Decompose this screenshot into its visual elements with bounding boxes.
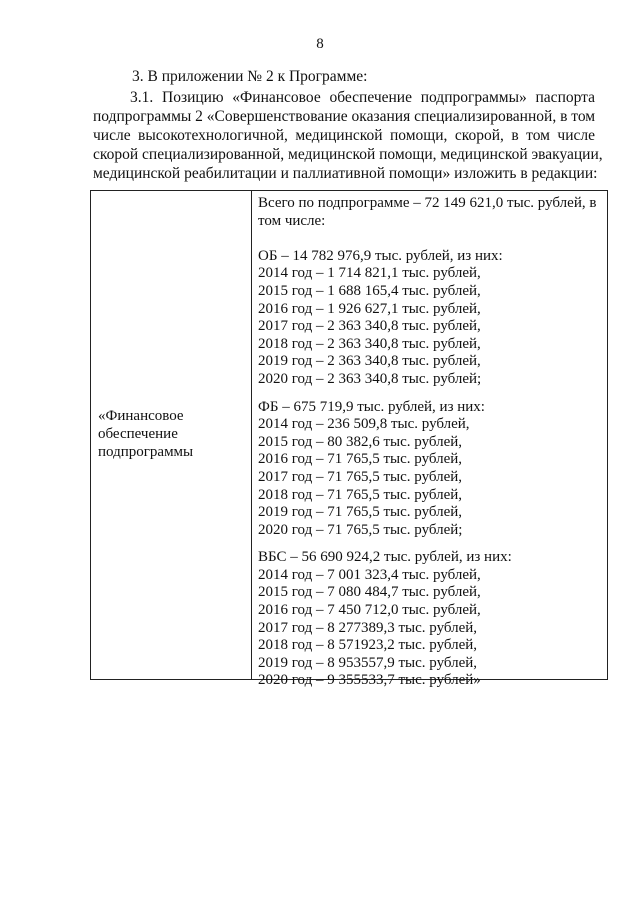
vbs-year-row: 2017 год – 8 277389,3 тыс. рублей, [258, 619, 478, 636]
column-divider [251, 191, 252, 679]
financing-table [90, 190, 608, 689]
paragraph-line: медицинской реабилитации и паллиативной помощи» изложить в редакции: [93, 165, 598, 182]
fb-year-row: 2015 год – 80 382,6 тыс. рублей, [258, 433, 463, 450]
ob-year-row: 2020 год – 2 363 340,8 тыс. рублей; [258, 370, 482, 387]
total-line: Всего по подпрограмме – 72 149 621,0 тыс. рублей, в [258, 195, 597, 211]
ob-header: ОБ – 14 782 976,9 тыс. рублей, из них: [258, 247, 503, 264]
page-number: 8 [316, 36, 324, 52]
vbs-year-row: 2014 год – 7 001 323,4 тыс. рублей, [258, 566, 481, 583]
ob-year-row: 2016 год – 1 926 627,1 тыс. рублей, [258, 300, 481, 317]
paragraph-line: скорой специализированной, медицинской помощи, медицинской эвакуации, [93, 146, 603, 163]
vbs-year-row: 2015 год – 7 080 484,7 тыс. рублей, [258, 584, 481, 601]
ob-year-row: 2015 год – 1 688 165,4 тыс. рублей, [258, 282, 481, 299]
fb-year-row: 2020 год – 71 765,5 тыс. рублей; [258, 521, 463, 538]
fb-year-row: 2019 год – 71 765,5 тыс. рублей, [258, 504, 463, 521]
vbs-year-row: 2020 год – 9 355533,7 тыс. рублей» [258, 672, 481, 689]
section-heading: 3. В приложении № 2 к Программе: [132, 68, 368, 85]
position-name-line: «Финансовое [98, 408, 184, 424]
spacer [258, 389, 604, 399]
fb-year-row: 2017 год – 71 765,5 тыс. рублей, [258, 468, 463, 485]
vbs-header: ВБС – 56 690 924,2 тыс. рублей, из них: [258, 549, 512, 566]
ob-year-row: 2019 год – 2 363 340,8 тыс. рублей, [258, 353, 481, 370]
fb-header: ФБ – 675 719,9 тыс. рублей, из них: [258, 398, 485, 415]
spacer [258, 230, 604, 248]
paragraph-line: 3.1. Позицию «Финансовое обеспечение подпрограммы» паспорта [130, 89, 595, 106]
position-name-line: подпрограммы [98, 444, 194, 460]
position-name-cell [98, 407, 248, 461]
amendment-paragraph [93, 88, 603, 183]
ob-year-row: 2018 год – 2 363 340,8 тыс. рублей, [258, 335, 481, 352]
financing-details-cell [258, 195, 604, 690]
ob-year-row: 2017 год – 2 363 340,8 тыс. рублей, [258, 318, 481, 335]
fb-year-row: 2016 год – 71 765,5 тыс. рублей, [258, 451, 463, 468]
position-name-line: обеспечение [98, 426, 178, 442]
paragraph-line: подпрограммы 2 «Совершенствование оказания специализированной, в том [93, 108, 596, 125]
fb-year-row: 2014 год – 236 509,8 тыс. рублей, [258, 416, 470, 433]
ob-year-row: 2014 год – 1 714 821,1 тыс. рублей, [258, 265, 481, 282]
paragraph-line: числе высокотехнологичной, медицинской помощи, скорой, в том числе [93, 127, 595, 144]
vbs-year-row: 2016 год – 7 450 712,0 тыс. рублей, [258, 602, 481, 619]
vbs-year-row: 2019 год – 8 953557,9 тыс. рублей, [258, 654, 478, 671]
vbs-year-row: 2018 год – 8 571923,2 тыс. рублей, [258, 637, 478, 654]
fb-year-row: 2018 год – 71 765,5 тыс. рублей, [258, 486, 463, 503]
spacer [258, 539, 604, 549]
total-line: том числе: [258, 212, 326, 229]
